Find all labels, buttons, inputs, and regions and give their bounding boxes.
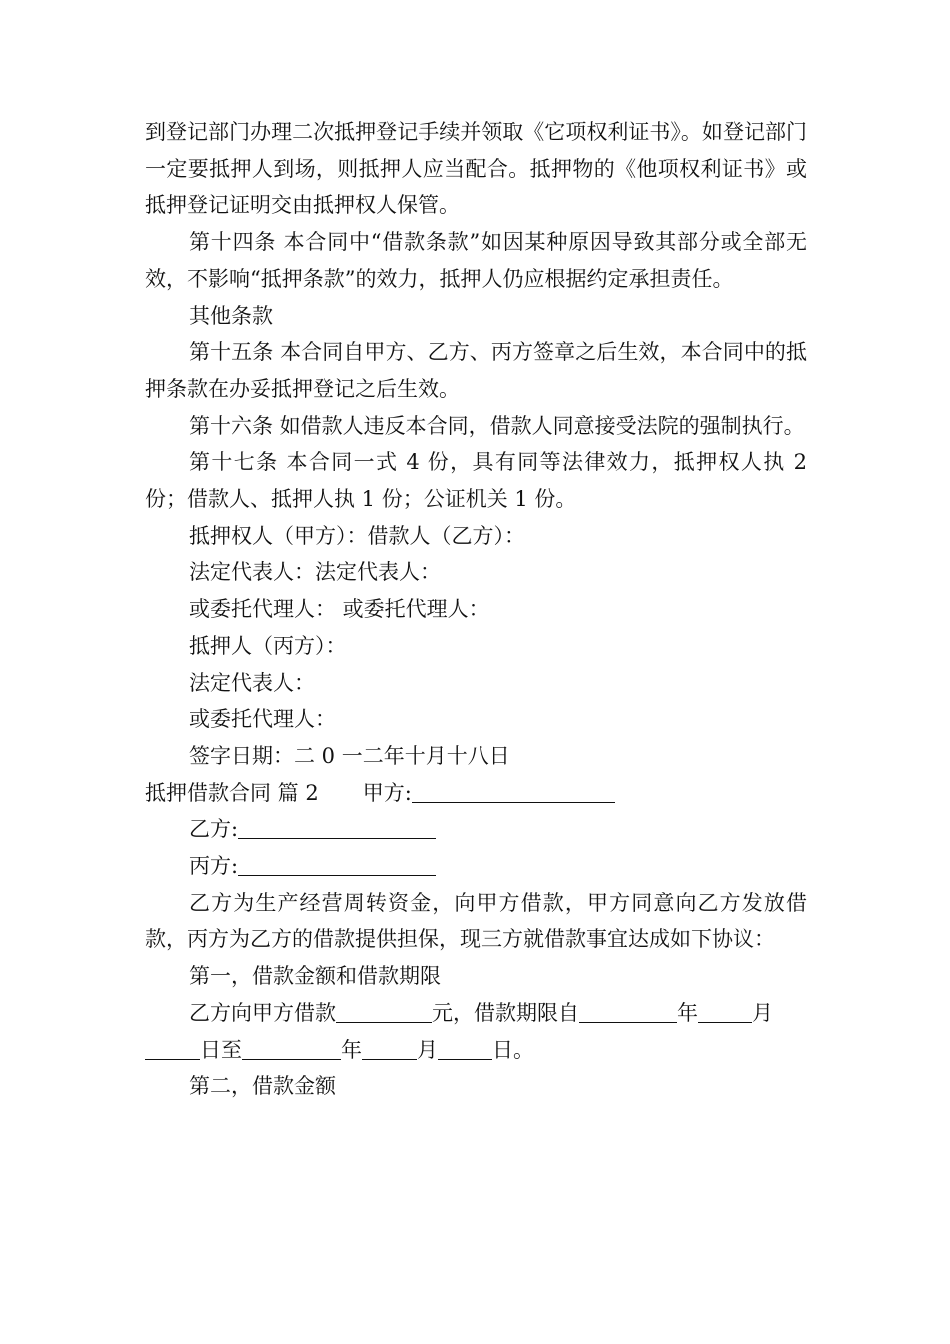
loan-amount-blank <box>336 1002 432 1023</box>
signature-line-mortgagee-borrower: 抵押权人（甲方）：借款人（乙方）： <box>189 523 525 548</box>
loan-prefix-text: 乙方向甲方借款 <box>189 1000 336 1025</box>
paragraph-agreement-intro: 乙方为生产经营周转资金，向甲方借款，甲方同意向乙方发放借款，丙方为乙方的借款提供担保，现三方就借款事宜达成如下协议： <box>145 890 807 952</box>
party-a-blank <box>412 782 615 803</box>
party-c-label: 丙方: <box>189 854 239 879</box>
signature-line-legal-rep: 法定代表人：法定代表人： <box>189 560 441 585</box>
signature-line-mortgagor-agent: 或委托代理人： <box>189 707 336 732</box>
start-year-unit: 年 <box>677 1000 698 1025</box>
section-2-heading: 第二，借款金额 <box>189 1074 336 1099</box>
end-year-blank <box>242 1039 341 1060</box>
start-day-blank <box>145 1039 200 1060</box>
contract-2-heading-line <box>145 775 807 812</box>
start-year-blank <box>579 1002 677 1023</box>
heading-other-clauses: 其他条款 <box>189 303 273 328</box>
party-b-label: 乙方: <box>189 817 239 842</box>
start-day-unit: 日至 <box>200 1037 242 1062</box>
paragraph-article-14: 第十四条 本合同中“借款条款”如因某种原因导致其部分或全部无效，不影响“抵押条款”的效力，抵押人仍应根据约定承担责任。 <box>145 230 807 291</box>
party-b-line <box>145 811 807 848</box>
signature-line-agent: 或委托代理人： 或委托代理人： <box>189 597 490 622</box>
party-a-label: 甲方: <box>362 780 412 805</box>
end-month-unit: 月 <box>417 1037 438 1062</box>
party-c-line <box>145 848 807 885</box>
paragraph-registration: 到登记部门办理二次抵押登记手续并领取《它项权利证书》。如登记部门一定要抵押人到场，则抵押人应当配合。抵押物的《他项权利证书》或抵押登记证明交由抵押权人保管。 <box>145 120 807 218</box>
signature-line-mortgagor-legal-rep: 法定代表人： <box>189 670 315 695</box>
paragraph-article-15: 第十五条 本合同自甲方、乙方、丙方签章之后生效，本合同中的抵押条款在办妥抵押登记之后生效。 <box>145 340 807 401</box>
loan-amount-line-2 <box>145 1032 807 1069</box>
section-1-heading: 第一，借款金额和借款期限 <box>189 964 441 989</box>
paragraph-article-17: 第十七条 本合同一式 4 份，具有同等法律效力，抵押权人执 2 份；借款人、抵押人执 1 份；公证机关 1 份。 <box>145 450 807 512</box>
end-day-unit: 日。 <box>492 1037 534 1062</box>
loan-yuan-text: 元，借款期限自 <box>432 1000 579 1025</box>
start-month-unit: 月 <box>752 1000 773 1025</box>
party-b-blank <box>238 818 436 839</box>
contract-2-title: 抵押借款合同 篇 2 <box>145 780 319 805</box>
end-day-blank <box>438 1039 492 1060</box>
document-page <box>145 114 807 1105</box>
end-month-blank <box>362 1039 417 1060</box>
start-month-blank <box>698 1002 752 1023</box>
loan-amount-line-1 <box>145 995 807 1032</box>
signature-line-mortgagor: 抵押人（丙方）： <box>189 633 347 658</box>
signature-date: 签字日期：二 0 一二年十月十八日 <box>189 743 510 768</box>
end-year-unit: 年 <box>341 1037 362 1062</box>
paragraph-article-16: 第十六条 如借款人违反本合同，借款人同意接受法院的强制执行。 <box>189 413 805 438</box>
party-c-blank <box>238 855 436 876</box>
